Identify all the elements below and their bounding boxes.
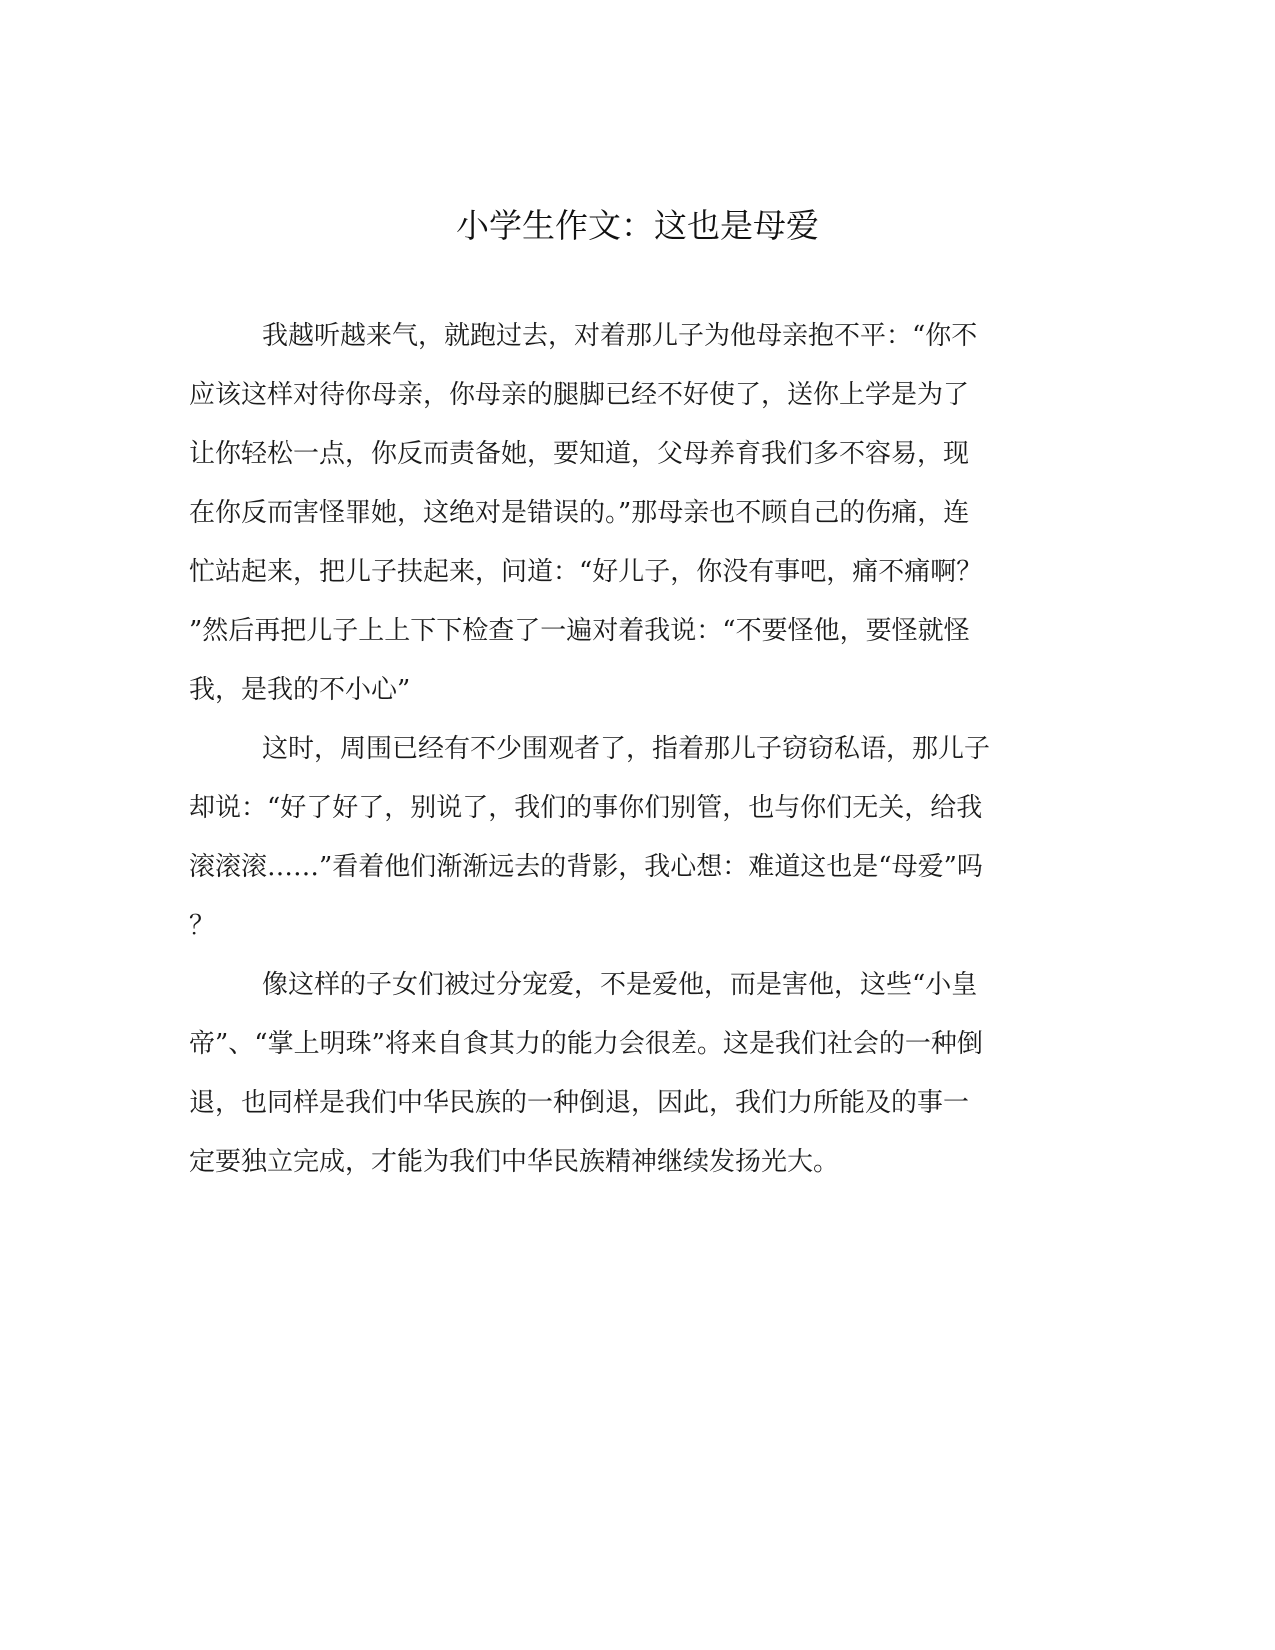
text-line: ？ xyxy=(189,911,216,941)
essay-title: 小学生作文：这也是母爱 xyxy=(456,206,819,245)
text-line: 这时，周围已经有不少围观者了，指着那儿子窃窃私语，那儿子 xyxy=(262,734,991,764)
text-line: 定要独立完成，才能为我们中华民族精神继续发扬光大。 xyxy=(189,1147,840,1177)
text-line: 在你反而害怪罪她，这绝对是错误的。”那母亲也不顾自己的伤痛，连 xyxy=(189,498,970,528)
text-line: 退，也同样是我们中华民族的一种倒退，因此，我们力所能及的事一 xyxy=(189,1088,970,1118)
text-line: 帝”、“掌上明珠”将来自食其力的能力会很差。这是我们社会的一种倒 xyxy=(189,1029,983,1059)
text-line: 我，是我的不小心” xyxy=(189,675,411,705)
text-line: 让你轻松一点，你反而责备她，要知道，父母养育我们多不容易，现 xyxy=(189,439,970,469)
text-line: 滚滚滚……”看着他们渐渐远去的背影，我心想：难道这也是“母爱”吗 xyxy=(189,852,983,882)
text-line: ”然后再把儿子上上下下检查了一遍对着我说：“不要怪他，要怪就怪 xyxy=(189,616,970,646)
text-line: 却说：“好了好了，别说了，我们的事你们别管，也与你们无关，给我 xyxy=(189,793,983,823)
text-line: 像这样的子女们被过分宠爱，不是爱他，而是害他，这些“小皇 xyxy=(262,970,978,1000)
text-line: 我越听越来气，就跑过去，对着那儿子为他母亲抱不平：“你不 xyxy=(262,321,978,351)
text-line: 应该这样对待你母亲，你母亲的腿脚已经不好使了，送你上学是为了 xyxy=(189,380,970,410)
text-line: 忙站起来，把儿子扶起来，问道：“好儿子，你没有事吧，痛不痛啊？ xyxy=(189,557,983,587)
